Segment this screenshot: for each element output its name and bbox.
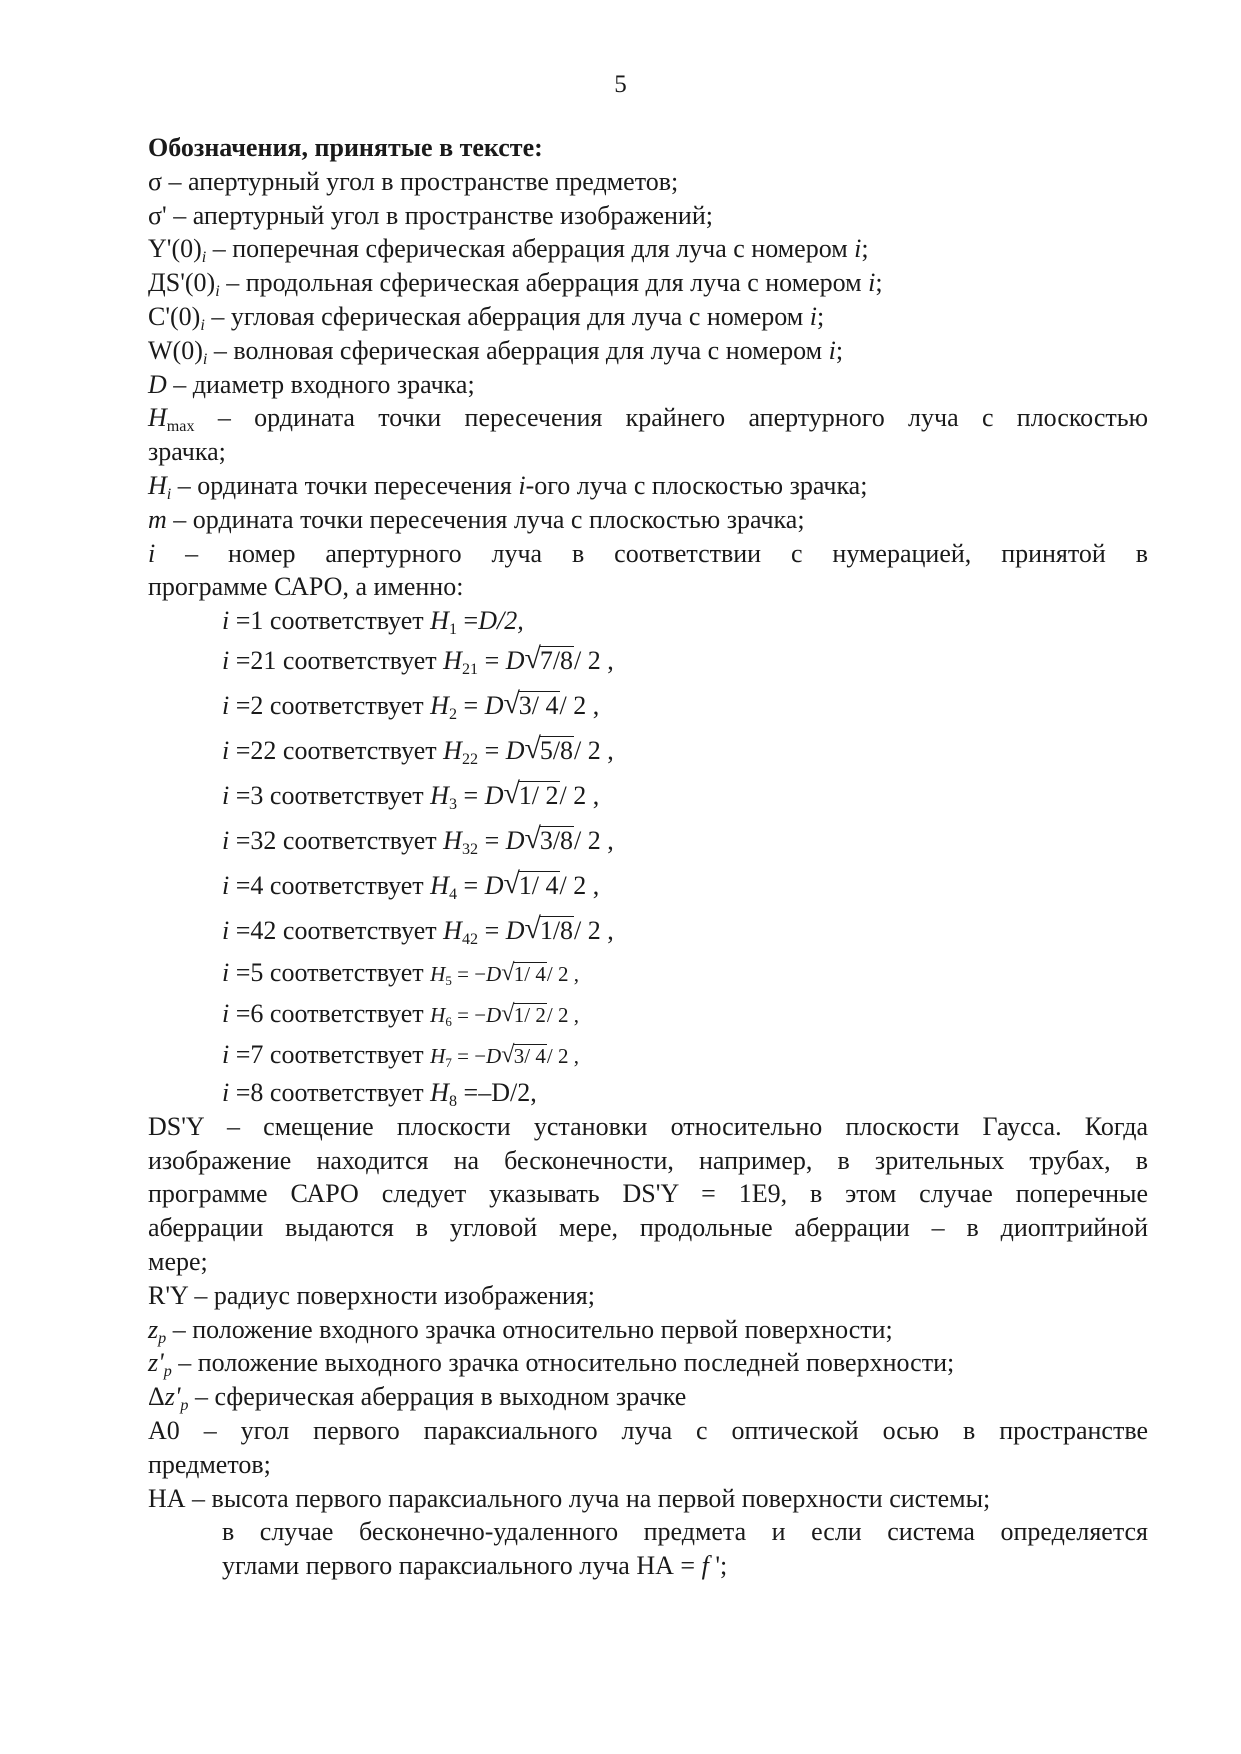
ray-row: i =3 соответствует $H_3 = D√$ 1/ 2/ 2 , [148, 773, 1148, 818]
ray-row: i =1 соответствует $H_1 =D/2$, [222, 606, 524, 638]
def-a0-cont: предметов; [148, 1449, 271, 1479]
sqrt-symbol: √ 3/ 4 [501, 1036, 547, 1076]
def-angular-aberration: $C'(0)_i$ – угловая сферическая аберрация для луча с номером i; [148, 301, 825, 334]
def-i-cont: программе САРО, а именно: [148, 572, 464, 602]
sqrt-symbol: √ 3/8 [525, 818, 575, 863]
def-hi: $H_i$ – ордината точки пересечения i-ого луча с плоскостью зрачка; [148, 470, 868, 503]
def-m: m – ордината точки пересечения луча с плоскостью зрачка; [148, 504, 805, 534]
sqrt-symbol: √ 1/ 2 [501, 995, 547, 1035]
ray-row: i =5 соответствует $H_5 = -D√$ 1/ 4/ 2 , [148, 953, 1148, 994]
ray-row: i =22 соответствует $H_{22} = D√$ 5/8/ 2 , [148, 728, 1148, 773]
def-ha: НА – высота первого параксиального луча на первой поверхности системы; [148, 1483, 991, 1513]
def-ha-cont: углами первого параксиального луча НА = f '; [222, 1551, 728, 1581]
ray-row: i =8 соответствует $H_8 =-D/2$, [222, 1077, 537, 1110]
sqrt-symbol: √ 1/ 2 [503, 773, 559, 818]
sqrt-symbol: √ 1/8 [525, 908, 575, 953]
def-transverse-aberration: $Y'(0)_i$ – поперечная сферическая аберрация для луча с номером i; [148, 234, 869, 267]
ray-row: i =2 соответствует $H_2 = D√$ 3/ 4/ 2 , [148, 683, 1148, 728]
def-dsy: DS'Y – смещение плоскости установки относительно плоскости Гаусса. Когда [148, 1111, 1148, 1141]
ray-row: i =21 соответствует $H_{21} = D√$ 7/8/ 2 , [148, 638, 1148, 683]
def-zp-prime: $z'_p$ – положение выходного зрачка относительно последней поверхности; [148, 1348, 955, 1381]
def-longitudinal-aberration: $ДS'(0)_i$ – продольная сферическая аберрация для луча с номером i; [148, 268, 883, 301]
ray-row: i =32 соответствует $H_{32} = D√$ 3/8/ 2 , [148, 818, 1148, 863]
def-hmax-cont: зрачка; [148, 437, 226, 467]
ray-row: i =4 соответствует $H_4 = D√$ 1/ 4/ 2 , [148, 863, 1148, 908]
def-dsy-cont: мере; [148, 1246, 208, 1276]
sqrt-symbol: √ 1/ 4 [501, 954, 547, 994]
def-dsy-cont: изображение находится на бесконечности, например, в зрительных трубах, в [148, 1145, 1148, 1175]
def-sigma: σ – апертурный угол в пространстве предметов; [148, 166, 679, 196]
def-sigma-prime: σ' – апертурный угол в пространстве изображений; [148, 200, 713, 230]
sqrt-symbol: √ 5/8 [525, 728, 575, 773]
def-delta-zp: $\Delta z'_p$ – сферическая аберрация в выходном зрачке [148, 1382, 687, 1414]
def-ha-cont: в случае бесконечно-удаленного предмета и если система определяется [222, 1517, 1148, 1547]
def-dsy-cont: аберрации выдаются в угловой мере, продольные аберрации – в диоптрийной [148, 1213, 1148, 1243]
def-diameter: D – диаметр входного зрачка; [148, 369, 475, 399]
def-i: i – номер апертурного луча в соответствии с нумерацией, принятой в [148, 538, 1148, 568]
def-dsy-cont: программе САРО следует указывать DS'Y = 1E9, в этом случае поперечные [148, 1179, 1148, 1209]
sqrt-symbol: √ 3/ 4 [503, 683, 559, 728]
ray-row: i =7 соответствует $H_7 = -D√$ 3/ 4/ 2 , [148, 1035, 1148, 1076]
def-hmax: $H_{max}$ – ордината точки пересечения крайнего апертурного луча с плоскостью [148, 403, 1149, 436]
def-ry: R'Y – радиус поверхности изображения; [148, 1280, 595, 1310]
section-heading: Обозначения, принятые в тексте: [148, 133, 543, 162]
def-a0: А0 – угол первого параксиального луча с оптической осью в пространстве [148, 1415, 1148, 1445]
def-wave-aberration: $W(0)_i$ – волновая сферическая аберрация для луча с номером i; [148, 335, 844, 368]
ray-row: i =6 соответствует $H_6 = -D√$ 1/ 2/ 2 , [148, 994, 1148, 1035]
sqrt-symbol: √ 7/8 [525, 638, 575, 683]
document-body [148, 131, 1148, 1583]
sqrt-symbol: √ 1/ 4 [503, 863, 559, 908]
page-number: 5 [614, 71, 627, 98]
ray-row: i =42 соответствует $H_{42} = D√$ 1/8/ 2 , [148, 908, 1148, 953]
def-zp: $z_p$ – положение входного зрачка относительно первой поверхности; [148, 1314, 893, 1347]
